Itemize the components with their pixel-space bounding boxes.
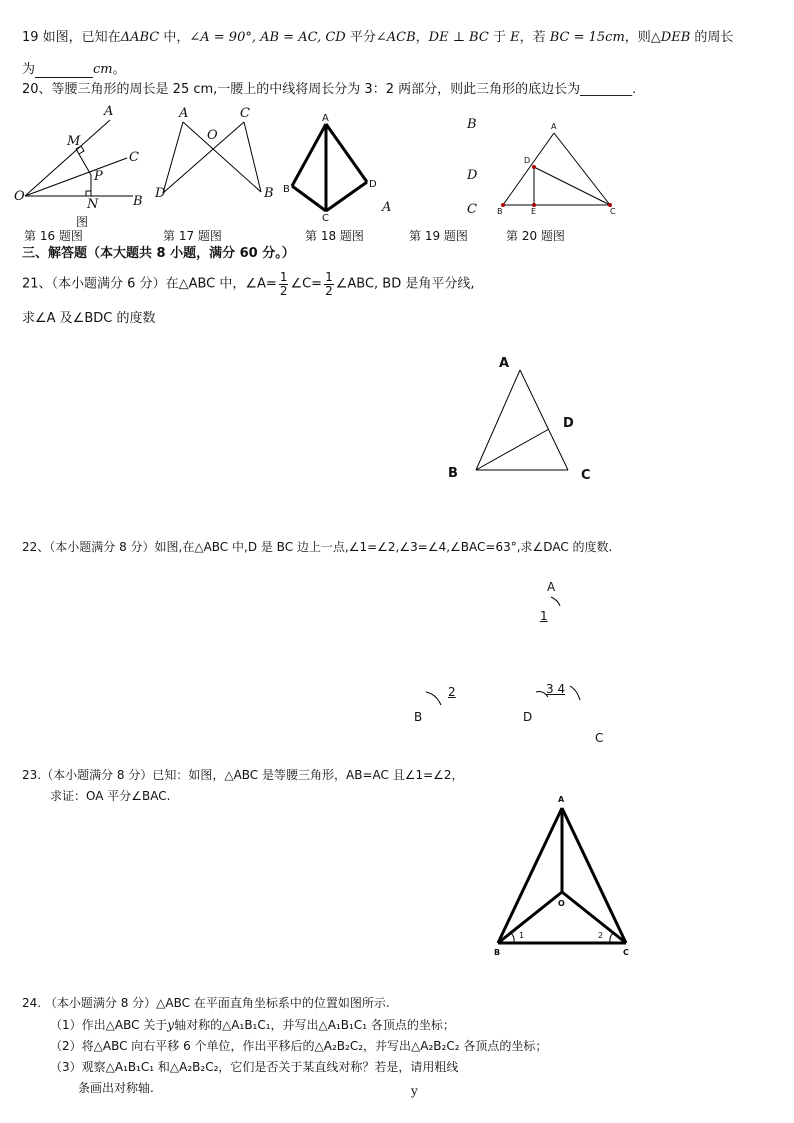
q19-line1: 19 如图，已知在ΔABC 中，∠A = 90°, AB = AC, CD 平分∠ACB，DE ⊥ BC 于 E，若 BC = 15cm，则△DEB 的周长 — [22, 30, 734, 45]
fig20-label-c: C — [610, 207, 616, 216]
q23-triangle — [498, 808, 626, 943]
fig18-label-c: C — [322, 213, 329, 224]
fig20-label-a: A — [551, 122, 557, 131]
fig16-extra-label: 图 — [76, 215, 89, 229]
fig16-label-m: M — [67, 134, 81, 149]
q22-text: 22、（本小题满分 8 分）如图,在△ABC 中,D 是 BC 边上一点,∠1=∠2,∠3=∠4,∠BAC=63°,求∠DAC 的度数. — [22, 540, 613, 554]
fig20-label-e: E — [531, 207, 537, 216]
q24-item1: （1）作出△ABC 关于y轴对称的△A₁B₁C₁，并写出△A₁B₁C₁ 各顶点的坐标； — [50, 1018, 455, 1032]
q24-item3-line1: （3）观察△A₁B₁C₁ 和△A₂B₂C₂，它们是否关于某直线对称？若是，请用粗线 — [50, 1060, 459, 1074]
fig17-label-o: O — [207, 128, 218, 143]
q21-label-b: B — [448, 466, 458, 481]
q19-line2: 为 cm。 — [22, 62, 126, 77]
fig18-label-d: D — [369, 179, 377, 190]
q22-label-angle-1: 1 — [540, 609, 548, 623]
q22-label-d: D — [523, 710, 533, 724]
fig19-label-a: A — [382, 200, 392, 215]
fig20-label-d: D — [524, 156, 531, 165]
q21-line2: 求∠A 及∠BDC 的度数 — [22, 311, 156, 326]
caption-fig17: 第 17 题图 — [163, 229, 222, 243]
caption-fig16: 第 16 题图 — [24, 229, 83, 243]
q21-triangle — [476, 370, 568, 470]
q23-label-c: C — [623, 948, 629, 957]
q23-line1: 23.（本小题满分 8 分）已知：如图，△ABC 是等腰三角形，AB=AC 且∠1=∠2， — [22, 768, 464, 782]
q21-label-d: D — [563, 416, 574, 431]
q23-label-angle-2: 2 — [598, 931, 604, 940]
q19-number: 19 — [22, 30, 39, 45]
q21-fraction-1: $\frac{1}{2}$ — [279, 270, 288, 298]
fig20-figure — [503, 133, 610, 205]
q23-label-o: O — [558, 899, 565, 908]
fig17-label-b: B — [264, 186, 274, 201]
fig18-figure — [292, 124, 367, 211]
fig16-label-a: A — [104, 104, 114, 119]
caption-fig18: 第 18 题图 — [305, 229, 364, 243]
q21-label-a: A — [499, 356, 510, 371]
fig16-figure — [25, 120, 133, 196]
fig16-label-c: C — [129, 150, 139, 165]
q22-label-b: B — [414, 710, 423, 724]
fig19-label-b: B — [467, 117, 477, 132]
fig19-label-d: D — [467, 168, 478, 183]
q23-label-angle-1: 1 — [519, 931, 525, 940]
q23-label-b: B — [494, 948, 501, 957]
q21-fraction-2: $\frac{1}{2}$ — [325, 270, 333, 298]
q23-line2: 求证：OA 平分∠BAC. — [50, 789, 171, 803]
fig16-label-b: B — [133, 194, 143, 209]
fig17-label-a: A — [179, 106, 189, 121]
fig16-label-n: N — [87, 197, 99, 212]
fig20-label-b: B — [497, 207, 503, 216]
q22-label-angle-2: 2 — [448, 685, 456, 699]
fig16-label-p: P — [94, 169, 103, 184]
q22-label-angles-3-4: 3 4 — [546, 682, 566, 696]
fig17-label-d: D — [155, 186, 166, 201]
q21-label-c: C — [581, 468, 591, 483]
q24-axis-y-label: y — [411, 1084, 418, 1098]
q22-label-a: A — [547, 580, 556, 594]
fig18-label-b: B — [283, 184, 290, 195]
q24-line1: 24. （本小题满分 8 分）△ABC 在平面直角坐标系中的位置如图所示. — [22, 996, 390, 1010]
q20-text: 20、等腰三角形的周长是 25 cm,一腰上的中线将周长分为 3：2 两部分，则此三角形的底边长为________. — [22, 82, 637, 97]
fig19-label-c: C — [467, 202, 477, 217]
section3-title: 三、解答题（本大题共 8 小题，满分 60 分。） — [22, 246, 295, 261]
caption-fig19: 第 19 题图 — [409, 229, 468, 243]
fig18-label-a: A — [322, 113, 329, 124]
q24-item3-line2: 条画出对称轴. — [78, 1081, 154, 1095]
q21-line1: 21、（本小题满分 6 分）在△ABC 中，∠A= $\frac{1}{2}$ ∠C= $\frac{1}{2}$ ∠ABC, BD 是角平分线, — [22, 270, 475, 298]
fig17-label-c: C — [240, 106, 250, 121]
q24-item2: （2）将△ABC 向右平移 6 个单位，作出平移后的△A₂B₂C₂，并写出△A₂B₂C₂ 各顶点的坐标； — [50, 1039, 548, 1053]
fig20-point-d — [532, 165, 536, 169]
caption-fig20: 第 20 题图 — [506, 229, 565, 243]
fig16-label-o: O — [14, 189, 25, 204]
q23-label-a: A — [558, 795, 565, 804]
q22-label-c: C — [595, 731, 604, 745]
